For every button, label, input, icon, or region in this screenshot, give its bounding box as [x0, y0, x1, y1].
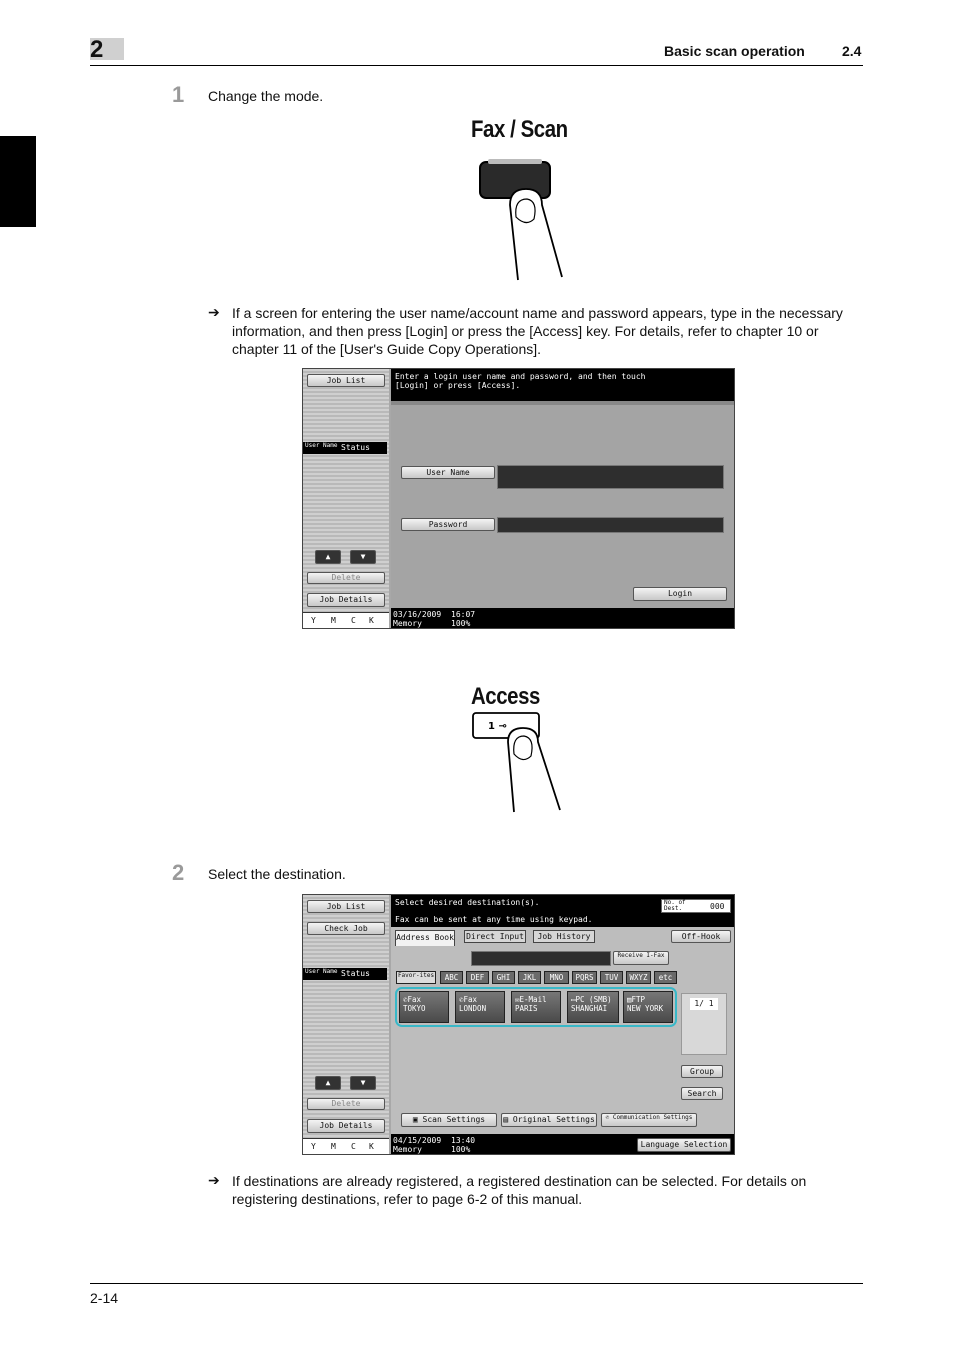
note-2-arrow-icon: ➔: [208, 1172, 220, 1188]
col-status: Status: [341, 969, 370, 978]
destination-type: E-Mail: [519, 995, 547, 1004]
status-bar: [391, 608, 734, 628]
login-button[interactable]: Login: [633, 587, 727, 601]
time: 16:07: [451, 610, 476, 619]
alpha-tab-etc[interactable]: etc: [654, 971, 677, 984]
alpha-tab-pqrs[interactable]: PQRS: [572, 971, 597, 984]
left-panel: [303, 369, 389, 628]
memory-value: 100%: [451, 619, 471, 628]
destination-type: Fax: [407, 995, 422, 1004]
destination-new-york[interactable]: [623, 991, 673, 1023]
access-key-press-illustration: [468, 710, 578, 815]
destination-tokyo[interactable]: [399, 991, 449, 1023]
scroll-down-button[interactable]: ▼: [350, 1076, 376, 1090]
header-title: Basic scan operation: [664, 43, 805, 59]
step-2-number: 2: [172, 860, 185, 885]
alpha-tab-jkl[interactable]: JKL: [518, 971, 541, 984]
alpha-tab-favorites[interactable]: Favor-ites: [396, 971, 436, 984]
delete-button[interactable]: Delete: [307, 1098, 385, 1110]
message-line-2: [Login] or press [Access].: [395, 381, 521, 390]
toner-c: C: [351, 616, 356, 625]
off-hook-button[interactable]: Off-Hook: [671, 930, 731, 943]
job-list-button[interactable]: Job List: [307, 374, 385, 387]
message-line-2: Fax can be sent at any time using keypad.: [395, 915, 593, 924]
destination-type-pc-icon: ▭PC (SMB): [571, 995, 612, 1004]
col-user-name: User Name: [305, 442, 338, 449]
job-details-button[interactable]: Job Details: [307, 593, 385, 607]
destination-type-ftp-icon: ▤FTP: [627, 995, 646, 1004]
alpha-tab-ghi[interactable]: GHI: [492, 971, 515, 984]
delete-button[interactable]: Delete: [307, 572, 385, 584]
fax-scan-key-press-illustration: [470, 155, 580, 285]
svg-text:1 ⊸: 1 ⊸: [488, 721, 507, 732]
destination-name: TOKYO: [403, 1004, 426, 1013]
communication-settings-icon: ✆: [605, 1114, 613, 1121]
scroll-down-button[interactable]: ▼: [350, 550, 376, 564]
memory-label: Memory: [393, 1145, 422, 1154]
memory-value: 100%: [451, 1145, 471, 1154]
fax-scan-key-label: Fax / Scan: [471, 116, 568, 143]
message-line-1: Select desired destination(s).: [395, 898, 540, 907]
language-selection-button[interactable]: Language Selection: [637, 1138, 731, 1152]
login-screen: [302, 368, 735, 629]
destination-name: PARIS: [515, 1004, 538, 1013]
destination-type: Fax: [463, 995, 478, 1004]
dest-count-label: No. of Dest.: [664, 899, 686, 912]
time: 13:40: [451, 1136, 476, 1145]
footer-rule: [90, 1283, 863, 1284]
tab-address-book[interactable]: Address Book: [395, 930, 455, 946]
alpha-tab-abc[interactable]: ABC: [440, 971, 463, 984]
col-status: Status: [341, 443, 370, 452]
alpha-tab-mno[interactable]: MNO: [544, 971, 569, 984]
scan-settings-icon: ▣: [412, 1115, 423, 1124]
destination-type-email-icon: ✉E-Mail: [515, 995, 547, 1004]
job-list-header: [303, 442, 387, 454]
page-indicator: 1/ 1: [690, 998, 718, 1010]
check-job-button[interactable]: Check Job: [307, 922, 385, 935]
toner-m: M: [331, 1142, 336, 1151]
alpha-tab-wxyz[interactable]: WXYZ: [626, 971, 651, 984]
communication-settings-label: Communication Settings: [612, 1114, 693, 1121]
toner-c: C: [351, 1142, 356, 1151]
destination-type-fax-icon: ✆Fax: [403, 995, 422, 1004]
access-key-label: Access: [471, 683, 540, 710]
toner-y: Y: [311, 616, 316, 625]
password-button[interactable]: Password: [401, 518, 495, 531]
search-button[interactable]: Search: [681, 1087, 723, 1100]
header-section: 2.4: [842, 43, 862, 59]
date: 03/16/2009: [393, 610, 442, 619]
header-rule: [90, 65, 863, 66]
job-list-button[interactable]: Job List: [307, 900, 385, 913]
original-settings-button[interactable]: [501, 1113, 597, 1127]
message-bar: [391, 369, 734, 401]
toner-k: K: [369, 616, 374, 625]
user-name-button[interactable]: User Name: [401, 466, 495, 479]
alpha-tab-tuv[interactable]: TUV: [600, 971, 623, 984]
job-details-button[interactable]: Job Details: [307, 1119, 385, 1133]
step-2-text: Select the destination.: [208, 866, 346, 882]
step-1-number: 1: [172, 82, 185, 107]
toner-y: Y: [311, 1142, 316, 1151]
destination-type-fax-icon: ✆Fax: [459, 995, 478, 1004]
original-settings-label: Original Settings: [512, 1115, 595, 1124]
destination-name: NEW YORK: [627, 1004, 664, 1013]
page-panel: [681, 993, 727, 1055]
destination-screen: [302, 894, 735, 1155]
step-1-text: Change the mode.: [208, 88, 324, 104]
toner-m: M: [331, 616, 336, 625]
page-number: 2-14: [90, 1290, 119, 1306]
communication-settings-button[interactable]: [601, 1113, 697, 1127]
group-button[interactable]: Group: [681, 1065, 723, 1078]
step-1-note: If a screen for entering the user name/account name and password appears, type in the necessary information, and then press [Login] or press the [Access] key. For details, refer to chapter 10 or chapter 11 of the [User's Guide Copy Operations].: [232, 305, 843, 357]
scan-settings-button[interactable]: [401, 1113, 497, 1127]
user-name-input[interactable]: [497, 465, 724, 489]
note-1-arrow-icon: ➔: [208, 304, 220, 320]
password-input[interactable]: [497, 517, 724, 533]
alpha-tab-def[interactable]: DEF: [466, 971, 489, 984]
toner-k: K: [369, 1142, 374, 1151]
destination-type: FTP: [631, 995, 646, 1004]
dest-count-value: 000: [710, 902, 725, 911]
destination-name: SHANGHAI: [571, 1004, 608, 1013]
scan-settings-label: Scan Settings: [422, 1115, 486, 1124]
chapter-number: 2: [90, 36, 104, 63]
col-user-name: User Name: [305, 968, 338, 975]
side-tab: [0, 136, 36, 227]
main-area-shadow: [391, 401, 734, 405]
main-area: [391, 401, 734, 608]
dest-count-box: [661, 899, 731, 913]
toner-indicator: [303, 1138, 389, 1155]
toner-indicator: [303, 612, 389, 629]
scroll-up-button[interactable]: ▲: [315, 550, 341, 564]
original-settings-icon: ▤: [503, 1115, 513, 1124]
destination-shanghai[interactable]: [567, 991, 619, 1023]
memory-label: Memory: [393, 619, 422, 628]
tab-job-history[interactable]: Job History: [533, 930, 595, 943]
tab-direct-input[interactable]: Direct Input: [464, 930, 526, 943]
date: 04/15/2009: [393, 1136, 442, 1145]
destination-paris[interactable]: [511, 991, 561, 1023]
scroll-up-button[interactable]: ▲: [315, 1076, 341, 1090]
step-2-note: If destinations are already registered, a registered destination can be selected. For details on registering destinations, refer to page 6-2 of this manual.: [232, 1173, 807, 1207]
job-list-header: [303, 968, 387, 980]
destination-type: PC (SMB): [575, 995, 612, 1004]
destination-london[interactable]: [455, 991, 505, 1023]
search-field[interactable]: [471, 951, 611, 966]
destination-name: LONDON: [459, 1004, 487, 1013]
message-line-1: Enter a login user name and password, and then touch: [395, 372, 646, 381]
receive-ifax-button[interactable]: Receive I-Fax: [613, 951, 669, 965]
